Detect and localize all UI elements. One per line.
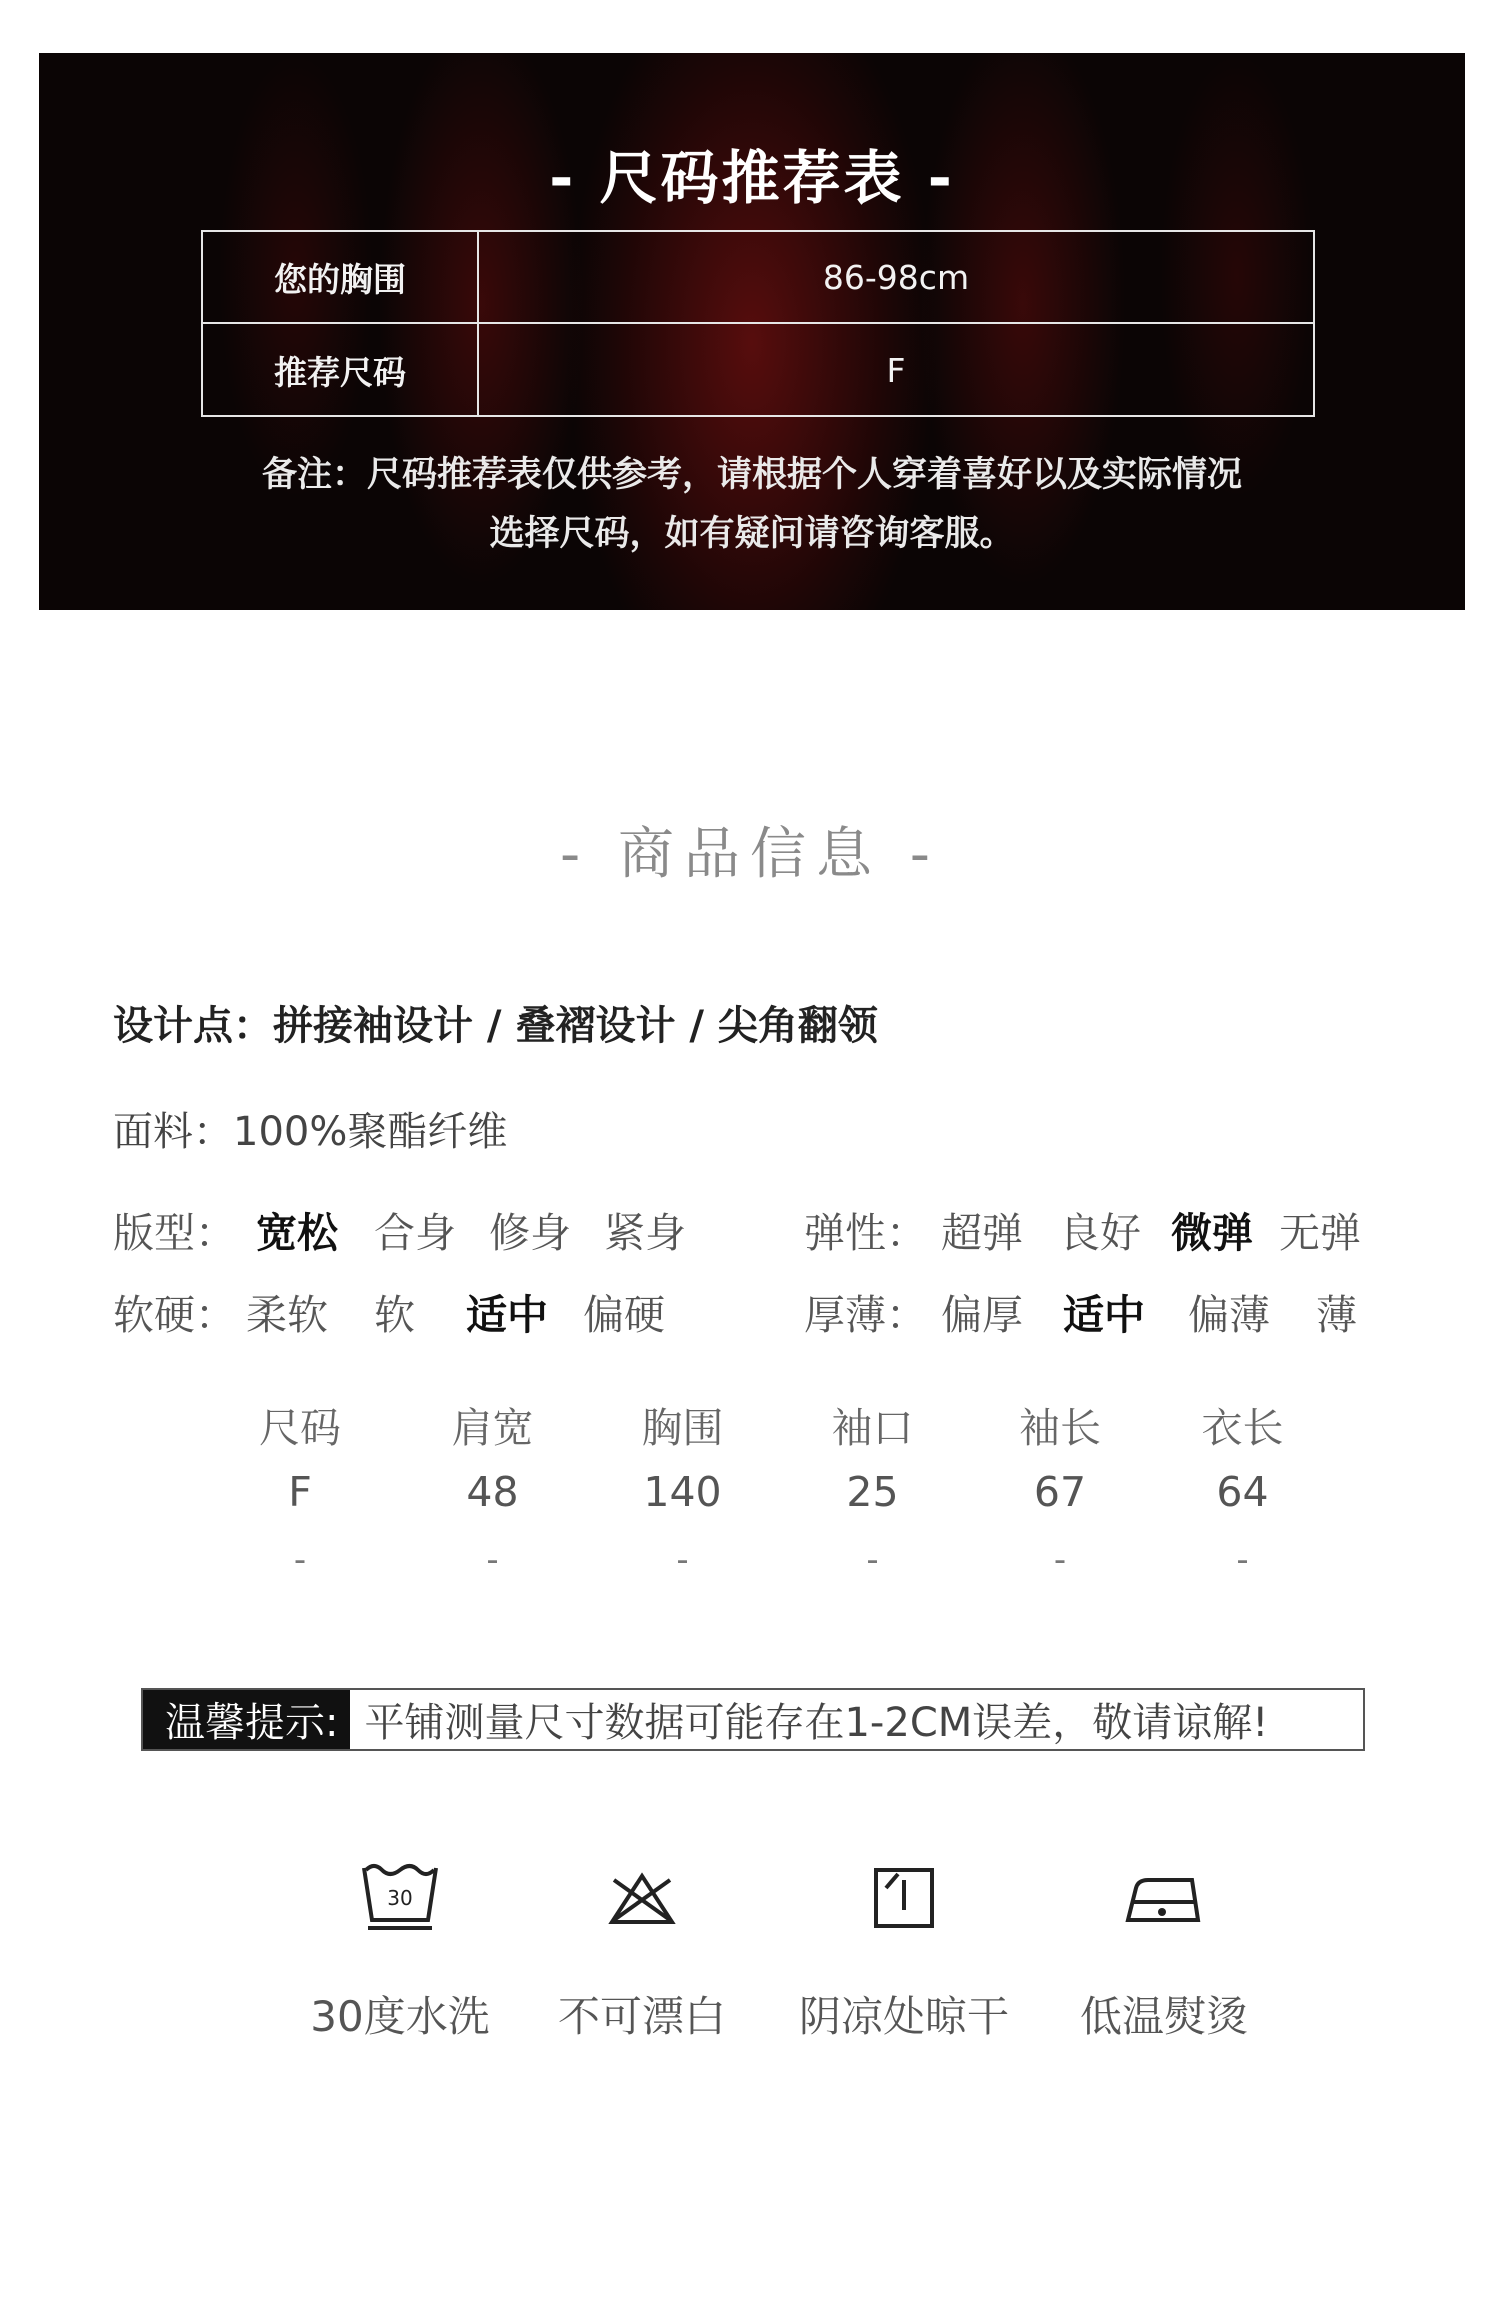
tip-label: 温馨提示: [143, 1690, 350, 1749]
section-title: - 商品信息 - [559, 822, 940, 887]
stretch-option: 微弹 [1171, 1209, 1253, 1257]
stretch-label: 弹性： [804, 1209, 927, 1257]
fit-option: 宽松 [256, 1209, 338, 1257]
care-label: 低温熨烫 [1079, 1992, 1248, 2041]
care-wash [290, 1862, 510, 2044]
care-bleach [532, 1862, 752, 2044]
column-header: 袖口 [831, 1403, 914, 1452]
stretch-attribute [804, 1200, 1361, 1259]
thickness-option: 适中 [1063, 1291, 1145, 1339]
table-cell: F [288, 1468, 312, 1516]
table-cell: 140 [643, 1468, 722, 1516]
size-recommendation-table [201, 230, 1315, 417]
table-cell: - [486, 1540, 499, 1580]
tip-text: 平铺测量尺寸数据可能存在1-2CM误差，敬请谅解! [364, 1700, 1269, 1746]
thickness-option: 薄 [1316, 1291, 1357, 1339]
fit-option: 紧身 [604, 1209, 686, 1257]
column-header: 尺码 [259, 1403, 341, 1452]
table-header [200, 1390, 1330, 1458]
table-cell: - [866, 1540, 879, 1580]
care-iron [1054, 1862, 1274, 2044]
softness-option: 适中 [466, 1291, 548, 1339]
no-bleach-icon [532, 1862, 752, 1934]
thickness-label: 厚薄： [804, 1291, 927, 1339]
care-label: 30度水洗 [310, 1992, 490, 2041]
column-header: 衣长 [1201, 1403, 1284, 1452]
table-cell: 67 [1033, 1468, 1087, 1516]
stretch-option: 超弹 [941, 1209, 1023, 1257]
table-row [200, 1526, 1330, 1594]
stretch-option: 无弹 [1279, 1209, 1361, 1257]
column-header: 肩宽 [451, 1403, 534, 1452]
bust-label: 您的胸围 [203, 232, 479, 322]
softness-label: 软硬： [113, 1291, 236, 1339]
softness-option: 柔软 [246, 1291, 328, 1339]
table-cell: 64 [1216, 1468, 1269, 1516]
note-line-2: 选择尺码，如有疑问请咨询客服。 [489, 514, 1015, 554]
table-row [200, 1458, 1330, 1526]
thickness-option: 偏薄 [1188, 1291, 1270, 1339]
wash-temp-mark: 30 [387, 1886, 413, 1910]
measurement-table [200, 1390, 1330, 1594]
column-header: 胸围 [641, 1403, 724, 1452]
care-label: 阴凉处晾干 [798, 1992, 1009, 2041]
fit-attribute [113, 1200, 686, 1259]
table-cell: 25 [846, 1468, 899, 1516]
softness-option: 软 [374, 1291, 415, 1339]
table-cell: - [1236, 1540, 1249, 1580]
banner-note [39, 446, 1465, 564]
recommended-size-label: 推荐尺码 [203, 324, 479, 416]
dry-in-shade-icon [794, 1862, 1014, 1934]
thickness-attribute [804, 1282, 1357, 1341]
size-recommendation-banner [39, 53, 1465, 610]
fabric-info: 面料：100%聚酯纤维 [113, 1109, 508, 1155]
table-cell: - [1053, 1540, 1067, 1580]
softness-attribute [113, 1282, 665, 1341]
thickness-option: 偏厚 [941, 1291, 1023, 1339]
fit-option: 修身 [489, 1209, 571, 1257]
table-row [203, 232, 1313, 324]
wash-30-icon [290, 1862, 510, 1934]
fit-label: 版型： [113, 1209, 236, 1257]
low-iron-icon [1054, 1862, 1274, 1934]
bust-value: 86-98cm [822, 257, 970, 297]
table-cell: - [293, 1540, 307, 1580]
fit-option: 合身 [374, 1209, 456, 1257]
stretch-option: 良好 [1059, 1209, 1141, 1257]
table-row [203, 324, 1313, 416]
care-dry [794, 1862, 1014, 2044]
banner-title: - 尺码推荐表 - [549, 144, 955, 212]
care-label: 不可漂白 [557, 1992, 726, 2041]
design-points: 设计点：拼接袖设计 / 叠褶设计 / 尖角翻领 [113, 1003, 878, 1049]
softness-option: 偏硬 [583, 1291, 665, 1339]
recommended-size-value: F [886, 350, 906, 390]
table-cell: 48 [466, 1468, 519, 1516]
note-line-1: 备注：尺码推荐表仅供参考，请根据个人穿着喜好以及实际情况 [261, 455, 1242, 495]
table-cell: - [676, 1540, 689, 1580]
column-header: 袖长 [1019, 1403, 1101, 1452]
tip-bar [141, 1688, 1365, 1751]
